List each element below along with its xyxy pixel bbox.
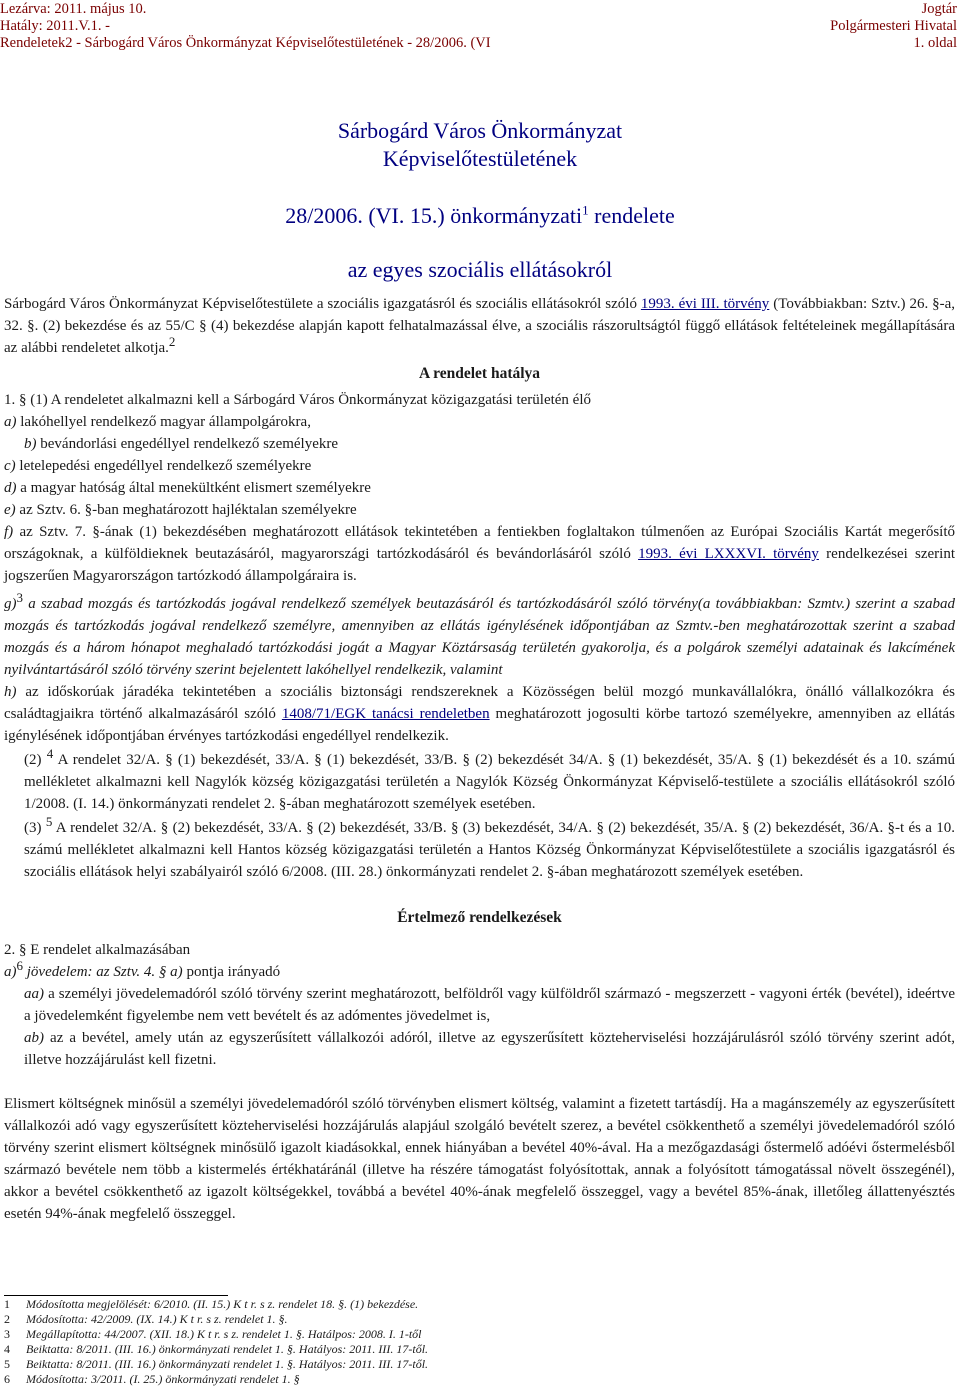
section-heading-ertelmezo: Értelmező rendelkezések — [397, 909, 562, 926]
footnote-ref-3[interactable]: 3 — [16, 590, 23, 605]
paragraph-label: (3) — [24, 820, 42, 836]
effective-date: Hatály: 2011.V.1. - — [0, 18, 110, 34]
page-number: 1. oldal — [913, 35, 957, 51]
preamble-text-2: (Továbbiakban: Sztv.) 26. §-a, 32. §. (2) bekezdése és az 55/C § (4) bekezdése alapján kapott felhatalmazással élve, a szociális rászorultságtól függő ellátások feltételeinek megállapítására az alábbi rendeletet alkotja. — [4, 296, 956, 356]
footnote-number: 5 — [4, 1357, 10, 1371]
title-authority: Sárbogárd Város Önkormányzat — [337, 118, 623, 143]
list-label: h) — [4, 684, 17, 700]
footnote-text: Beiktatta: 8/2011. (III. 16.) önkormányzati rendelet 1. §. Hatályos: 2011. III. 17-től. — [26, 1342, 429, 1356]
list-item-b — [4, 433, 955, 455]
footnote-ref-4[interactable]: 4 — [46, 746, 54, 761]
list-label: d) — [4, 480, 17, 496]
eu-regulation-link[interactable]: 1408/71/EGK tanácsi rendeletben — [281, 706, 490, 722]
footnote-ref-6[interactable]: 6 — [16, 958, 23, 973]
definition-a-text: pontja irányadó — [186, 964, 281, 980]
footnote-text: Beiktatta: 8/2011. (III. 16.) önkormányzati rendelet 1. §. Hatályos: 2011. III. 17-től. — [26, 1357, 429, 1371]
list-item-h — [4, 681, 955, 747]
footnote-1 — [4, 1297, 428, 1312]
definition-aa-text: a személyi jövedelemadóról szóló törvény szerint meghatározott, belföldről vagy külföldről származó - megszerzett - vagyoni érték (bevétel), ideértve a jövedelemként figyelembe nem vett bevételt és az adómentes jövedelmet is, — [24, 986, 956, 1024]
footnote-number: 2 — [4, 1312, 10, 1326]
preamble-text-1: Sárbogárd Város Önkormányzat Képviselőtestülete a szociális igazgatásról és szociális ellátásokról szóló — [4, 296, 637, 312]
list-label: aa) — [24, 986, 44, 1002]
paragraph-label: (2) — [24, 752, 42, 768]
footnote-number: 3 — [4, 1327, 10, 1341]
footnote-text: Módosította: 42/2009. (IX. 14.) K t r. s z. rendelet 1. §. — [26, 1312, 288, 1326]
footnote-separator — [4, 1295, 228, 1296]
regulation-subject: az egyes szociális ellátásokról — [347, 257, 613, 282]
footnote-ref-5[interactable]: 5 — [45, 814, 53, 829]
list-text: lakóhellyel rendelkező magyar állampolgárokra, — [20, 414, 311, 430]
list-label: c) — [4, 458, 16, 474]
footnote-2 — [4, 1312, 428, 1327]
list-label: ab) — [24, 1030, 44, 1046]
section-2-intro: 2. § E rendelet alkalmazásában — [4, 942, 191, 958]
list-text-f-2: rendelkezései szerint jogszerűen Magyarországon tartózkodó állampolgáraira is. — [4, 546, 956, 584]
list-label: b) — [24, 436, 37, 452]
list-label: g) — [4, 596, 17, 612]
footnote-6 — [4, 1372, 428, 1387]
definition-aa — [4, 983, 955, 1027]
footnote-text: Módosította: 3/2011. (I. 25.) önkormányzati rendelet 1. § — [26, 1372, 300, 1386]
list-text-h-1: az időskorúak járadéka tekintetében a szociális biztonsági rendszereknek a Közösségen belül mozgó munkavállalókra, önálló vállalkozókra és családtagjaikra történő alkalmazásáról szóló — [4, 684, 956, 722]
list-label: f) — [4, 524, 14, 540]
page-header-right — [830, 1, 957, 52]
footnotes — [4, 1297, 428, 1387]
footnote-ref-2[interactable]: 2 — [168, 334, 176, 349]
title-body: Képviselőtestületének — [382, 146, 578, 171]
regulation-number-text: 28/2006. (VI. 15.) önkormányzati — [285, 203, 583, 228]
list-label: e) — [4, 502, 16, 518]
page-header-left — [0, 1, 491, 52]
list-text: letelepedési engedéllyel rendelkező személyekre — [19, 458, 312, 474]
section-heading-hataly: A rendelet hatálya — [418, 365, 541, 382]
definition-ab-text: az a bevétel, amely után az egyszerűsített vállalkozói adóról, illetve az egyszerűsített közteherviselési hozzájárulásról szóló törvény szerint adót, illetve hozzájárulást kell fizetni. — [24, 1030, 955, 1068]
office-name: Polgármesteri Hivatal — [830, 18, 957, 34]
paragraph-text: A rendelet 32/A. § (1) bekezdését, 33/A. § (1) bekezdését, 33/B. § (2) bekezdését 34/A. § (1) bekezdését, 35/A. § (1) bekezdését és a 10. számú mellékletet alkalmazni kell Nagylók község közigazgatási területén a Nagylók Község Önkormányzat Képviselő-testülete a szociális ellátásokról szóló 1/2008. (I. 14.) önkormányzati rendelet 2. §-ában meghatározott személyek esetében. — [24, 752, 956, 812]
definition-ab — [4, 1027, 955, 1071]
footnote-number: 6 — [4, 1372, 10, 1386]
list-item-f — [4, 521, 955, 587]
section-1-intro: 1. § (1) A rendeletet alkalmazni kell a Sárbogárd Város Önkormányzat közigazgatási területén élő — [4, 392, 592, 408]
list-item-e — [4, 499, 955, 521]
law-link-1993-lxxxvi[interactable]: 1993. évi LXXXVI. törvény — [638, 546, 819, 562]
regulation-type: rendelete — [594, 203, 675, 228]
footnote-3 — [4, 1327, 428, 1342]
law-link-1993-iii[interactable]: 1993. évi III. törvény — [640, 296, 770, 312]
list-item-a — [4, 411, 955, 433]
document-path: Rendeletek2 - Sárbogárd Város Önkormányzat Képviselőtestületének - 28/2006. (VI — [0, 35, 491, 51]
paragraph-text: A rendelet 32/A. § (2) bekezdését, 33/A. § (2) bekezdését, 33/B. § (3) bekezdését, 34/A. § (2) bekezdését, 35/A. § (2) bekezdését, 36/A. §-t és a 10. számú mellékletet alkalmazni kell Hantos község közigazgatási területén a Hantos Község Önkormányzat Képviselőtestülete a szociális igazgatásról és szociális ellátások helyi szabályairól szóló 6/2008. (III. 28.) önkormányzati rendelet 2. §-ában meghatározott személyek esetében. — [24, 820, 955, 880]
list-text: bevándorlási engedéllyel rendelkező személyekre — [40, 436, 339, 452]
list-label: a) — [4, 964, 17, 980]
list-item-d — [4, 477, 955, 499]
list-text-f-1: az Sztv. 7. §-ának (1) bekezdésében meghatározott ellátások tekintetében a fentiekben foglaltakon túlmenően az Európai Szociális Kartát megerősítő országoknak, a külföldieknek beutazásáról, magyarországi tartózkodásáról és bevándorlásáról szóló — [4, 524, 956, 562]
definition-a — [4, 958, 955, 983]
costs-paragraph: Elismert költségnek minősül a személyi jövedelemadóról szóló törvényben elismert költség, valamint a fizetett tartásdíj. Ha a magánszemély az egyszerűsített vállalkozói adó vagy egyszerűsített közteherviselési hozzájárulás alapjául szolgáló bevételt szerez, a bevétel csökkenthető a személyi jövedelemadóról szóló törvény szerint elismert költségnek minősülő igazolt kiadásokkal, ennek hiányában a bevétel 40%-ával. Ha a mezőgazdasági őstermelő adóévi őstermelésből származó bevétele nem több a kistermelés értékhatáránál (illetve ha részére támogatást folyósítottak, annak a folyósított támogatással növelt összegénél), akkor a bevétel csökkenthető az igazolt költségekkel, továbbá a bevétel 40%-ának megfelelő összeggel, vagy a bevétel 85%-ának, illetőleg állattenyésztés esetén 94%-ának megfelelő összeggel. — [4, 1096, 955, 1222]
preamble — [4, 293, 955, 359]
regulation-number — [0, 203, 960, 229]
footnote-ref-1[interactable]: 1 — [582, 202, 589, 218]
footnote-4 — [4, 1342, 428, 1357]
list-item-c — [4, 455, 955, 477]
closed-date: Lezárva: 2011. május 10. — [0, 1, 147, 17]
list-text-g: a szabad mozgás és tartózkodás jogával rendelkező személyek beutazásáról és tartózkodásáról szóló törvény(a továbbiakban: Szmtv.) szerint a szabad mozgás és tartózkodás jogával rendelkező személyre, amennyiben az ellátás igénylésének időpontjában az Szmtv.-ben meghatározottak szerint a szabad mozgás és a három hónapot meghaladó tartózkodási jogát a Magyar Köztársaság területén gyakorolja, és a polgárok személyi adatainak és lakcímének nyilvántartásáról szóló törvény szerint bejelentett lakóhellyel rendelkezik, valamint — [4, 596, 955, 678]
list-text-h-2: meghatározott jogosulti körbe tartozó személyekre, amennyiben az ellátás igénylésének időpontjában érvényes tartózkodási engedéllyel rendelkezik. — [4, 706, 955, 744]
list-text: az Sztv. 6. §-ban meghatározott hajléktalan személyekre — [19, 502, 357, 518]
list-item-g — [4, 590, 955, 681]
footnote-text: Módosította megjelölését: 6/2010. (II. 15.) K t r. s z. rendelet 18. §. (1) bekezdése. — [26, 1297, 419, 1311]
publisher-name: Jogtár — [921, 1, 957, 17]
list-text: a magyar hatóság által menekültként elismert személyekre — [20, 480, 371, 496]
paragraph-3 — [4, 814, 955, 883]
footnote-number: 1 — [4, 1297, 10, 1311]
regulation-body — [4, 293, 955, 1225]
footnote-number: 4 — [4, 1342, 10, 1356]
footnote-5 — [4, 1357, 428, 1372]
list-label: a) — [4, 414, 17, 430]
footnote-text: Megállapította: 44/2007. (XII. 18.) K t r. s z. rendelet 1. §. Hatálpos: 2008. I. 1-től — [26, 1327, 422, 1341]
paragraph-2 — [4, 746, 956, 815]
definition-a-term: jövedelem: az Sztv. 4. § a) — [26, 964, 183, 980]
